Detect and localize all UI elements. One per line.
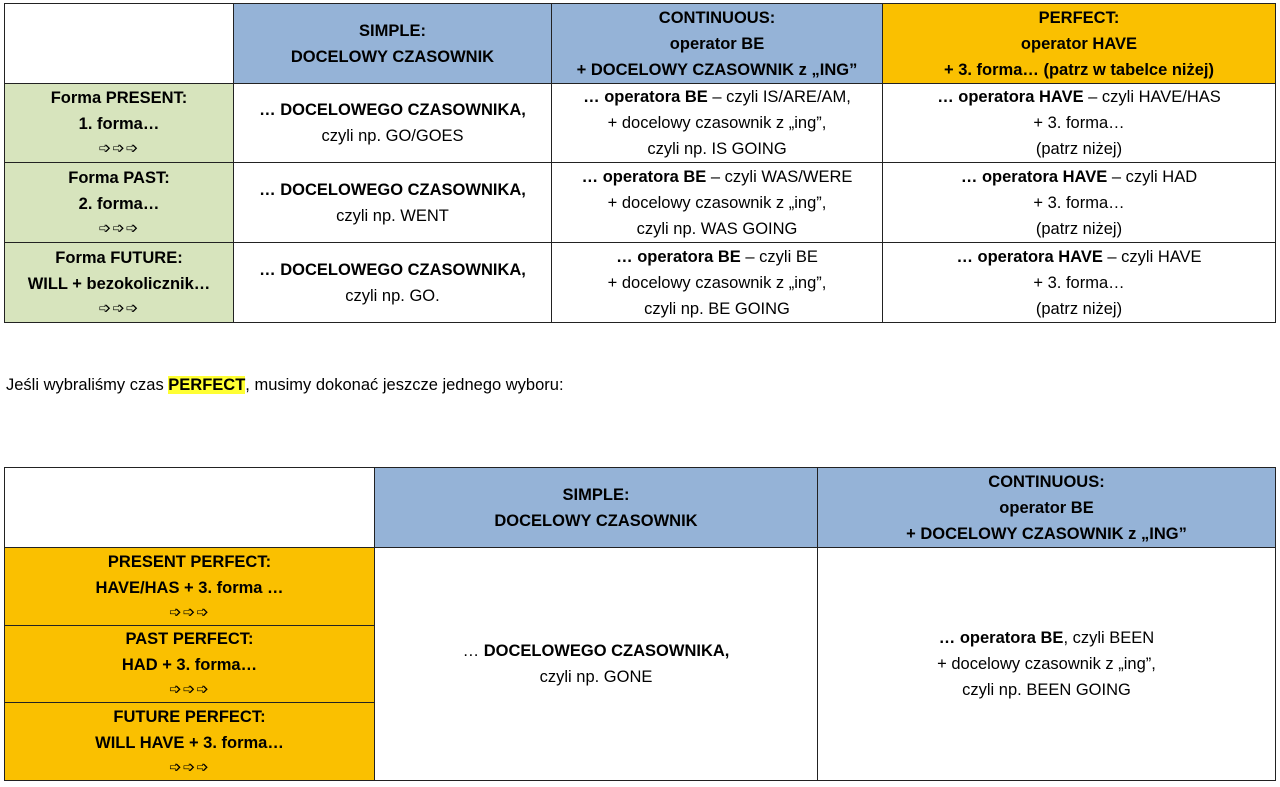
cell-text: , czyli BEEN bbox=[1063, 629, 1155, 647]
header-continuous-line: operator BE bbox=[669, 34, 765, 53]
header-perfect-line: operator HAVE bbox=[1020, 34, 1138, 53]
row-label-line: FUTURE PERFECT: bbox=[113, 707, 266, 726]
cell-bold-text: … operatora HAVE bbox=[960, 167, 1108, 186]
row-label-past bbox=[5, 163, 234, 243]
cell-line: czyli np. WENT bbox=[336, 206, 449, 225]
cell-simple-merged bbox=[375, 548, 818, 781]
empty-corner-cell bbox=[5, 468, 375, 548]
row-label-line: WILL HAVE + 3. forma… bbox=[95, 733, 284, 752]
row-label-line: WILL + bezokolicznik… bbox=[27, 274, 211, 293]
table-row bbox=[5, 163, 1276, 243]
cell-line: … DOCELOWEGO CZASOWNIKA, bbox=[259, 180, 526, 199]
instruction-sentence bbox=[6, 372, 564, 398]
table-row bbox=[5, 548, 1276, 626]
header-simple bbox=[375, 468, 818, 548]
header-simple-line: DOCELOWY CZASOWNIK bbox=[494, 511, 698, 530]
cell-perfect bbox=[883, 84, 1276, 163]
cell-text: – czyli WAS/WERE bbox=[706, 167, 853, 186]
header-continuous-line: operator BE bbox=[999, 498, 1094, 517]
row-label-line: Forma PRESENT: bbox=[50, 89, 188, 107]
cell-line: + docelowy czasownik z „ing”, bbox=[607, 114, 827, 132]
row-label-line: Forma PAST: bbox=[68, 168, 170, 187]
header-simple-line: SIMPLE: bbox=[562, 485, 630, 504]
tenses-table bbox=[4, 3, 1276, 323]
header-perfect-line: PERFECT: bbox=[1038, 8, 1120, 27]
header-continuous-line: CONTINUOUS: bbox=[988, 472, 1105, 491]
cell-bold-text: … operatora BE bbox=[581, 167, 707, 186]
cell-line: (patrz niżej) bbox=[1035, 140, 1123, 158]
sentence-text: , musimy dokonać jeszcze jednego wyboru: bbox=[245, 376, 564, 394]
empty-corner-cell bbox=[5, 4, 234, 84]
row-label-line: Forma FUTURE: bbox=[55, 248, 183, 267]
perfect-tenses-table bbox=[4, 467, 1276, 781]
cell-line: + 3. forma… bbox=[1033, 114, 1125, 132]
cell-continuous bbox=[552, 243, 883, 323]
arrow-right-icon: ➩➩➩ bbox=[98, 299, 140, 317]
cell-bold-text: DOCELOWEGO CZASOWNIKA, bbox=[483, 642, 730, 660]
cell-bold-text: … operatora BE bbox=[616, 247, 741, 266]
header-continuous-line: + DOCELOWY CZASOWNIK z „ING” bbox=[906, 524, 1187, 543]
cell-continuous bbox=[552, 163, 883, 243]
cell-continuous-merged bbox=[818, 548, 1276, 781]
cell-line: (patrz niżej) bbox=[1035, 219, 1123, 238]
cell-bold-text: … operatora HAVE bbox=[956, 247, 1103, 266]
cell-line: czyli np. IS GOING bbox=[647, 140, 787, 158]
cell-line: + 3. forma… bbox=[1033, 193, 1125, 212]
cell-simple bbox=[234, 243, 552, 323]
cell-line: czyli np. GO. bbox=[345, 286, 440, 305]
cell-line: + docelowy czasownik z „ing”, bbox=[607, 193, 827, 212]
cell-perfect bbox=[883, 243, 1276, 323]
cell-line: … DOCELOWEGO CZASOWNIKA, bbox=[259, 260, 526, 279]
cell-perfect bbox=[883, 163, 1276, 243]
row-label-line: PRESENT PERFECT: bbox=[107, 552, 272, 571]
cell-text: – czyli HAD bbox=[1107, 167, 1198, 186]
cell-line: czyli np. BEEN GOING bbox=[962, 681, 1131, 699]
highlighted-word: PERFECT bbox=[168, 376, 246, 394]
row-label-line: HAD + 3. forma… bbox=[121, 656, 258, 674]
header-continuous bbox=[818, 468, 1276, 548]
row-label-line: PAST PERFECT: bbox=[125, 630, 254, 648]
table-row bbox=[5, 84, 1276, 163]
row-label-present bbox=[5, 84, 234, 163]
header-perfect bbox=[883, 4, 1276, 84]
header-continuous-line: + DOCELOWY CZASOWNIK z „ING” bbox=[576, 60, 858, 79]
cell-bold-text: … operatora BE bbox=[938, 629, 1064, 647]
cell-text: – czyli HAVE/HAS bbox=[1083, 88, 1221, 106]
row-label-past-perfect bbox=[5, 626, 375, 703]
cell-text: … bbox=[462, 642, 484, 660]
row-label-line: HAVE/HAS + 3. forma … bbox=[95, 578, 284, 597]
header-continuous-line: CONTINUOUS: bbox=[658, 8, 776, 27]
cell-bold-text: … operatora HAVE bbox=[937, 88, 1084, 106]
header-simple-line: DOCELOWY CZASOWNIK bbox=[290, 47, 495, 66]
header-simple-line: SIMPLE: bbox=[359, 21, 426, 40]
cell-text: – czyli IS/ARE/AM, bbox=[707, 88, 851, 106]
arrow-right-icon: ➩➩➩ bbox=[169, 758, 210, 776]
cell-line: + 3. forma… bbox=[1033, 273, 1125, 292]
row-label-future-perfect bbox=[5, 703, 375, 781]
cell-text: – czyli BE bbox=[740, 247, 818, 266]
table-header-row bbox=[5, 4, 1276, 84]
table-header-row bbox=[5, 468, 1276, 548]
cell-bold-text: … operatora BE bbox=[583, 88, 708, 106]
cell-continuous bbox=[552, 84, 883, 163]
row-label-line: 1. forma… bbox=[78, 115, 160, 133]
header-perfect-line: + 3. forma… (patrz w tabelce niżej) bbox=[943, 60, 1215, 79]
arrow-right-icon: ➩➩➩ bbox=[169, 681, 210, 698]
cell-line: + docelowy czasownik z „ing”, bbox=[607, 273, 827, 292]
cell-line: (patrz niżej) bbox=[1035, 299, 1123, 318]
header-simple bbox=[234, 4, 552, 84]
cell-line: czyli np. GONE bbox=[539, 668, 653, 686]
cell-line: + docelowy czasownik z „ing”, bbox=[937, 655, 1156, 673]
arrow-right-icon: ➩➩➩ bbox=[98, 219, 140, 237]
row-label-line: 2. forma… bbox=[78, 194, 160, 213]
cell-simple bbox=[234, 163, 552, 243]
cell-line: czyli np. GO/GOES bbox=[321, 127, 464, 145]
cell-line: czyli np. BE GOING bbox=[644, 299, 790, 318]
table-row bbox=[5, 243, 1276, 323]
row-label-present-perfect bbox=[5, 548, 375, 626]
arrow-right-icon: ➩➩➩ bbox=[98, 140, 140, 157]
cell-text: – czyli HAVE bbox=[1102, 247, 1202, 266]
row-label-future bbox=[5, 243, 234, 323]
cell-line: czyli np. WAS GOING bbox=[636, 219, 798, 238]
header-continuous bbox=[552, 4, 883, 84]
cell-simple bbox=[234, 84, 552, 163]
sentence-text: Jeśli wybraliśmy czas bbox=[6, 376, 169, 394]
cell-line: … DOCELOWEGO CZASOWNIKA, bbox=[259, 101, 526, 119]
arrow-right-icon: ➩➩➩ bbox=[169, 603, 210, 621]
